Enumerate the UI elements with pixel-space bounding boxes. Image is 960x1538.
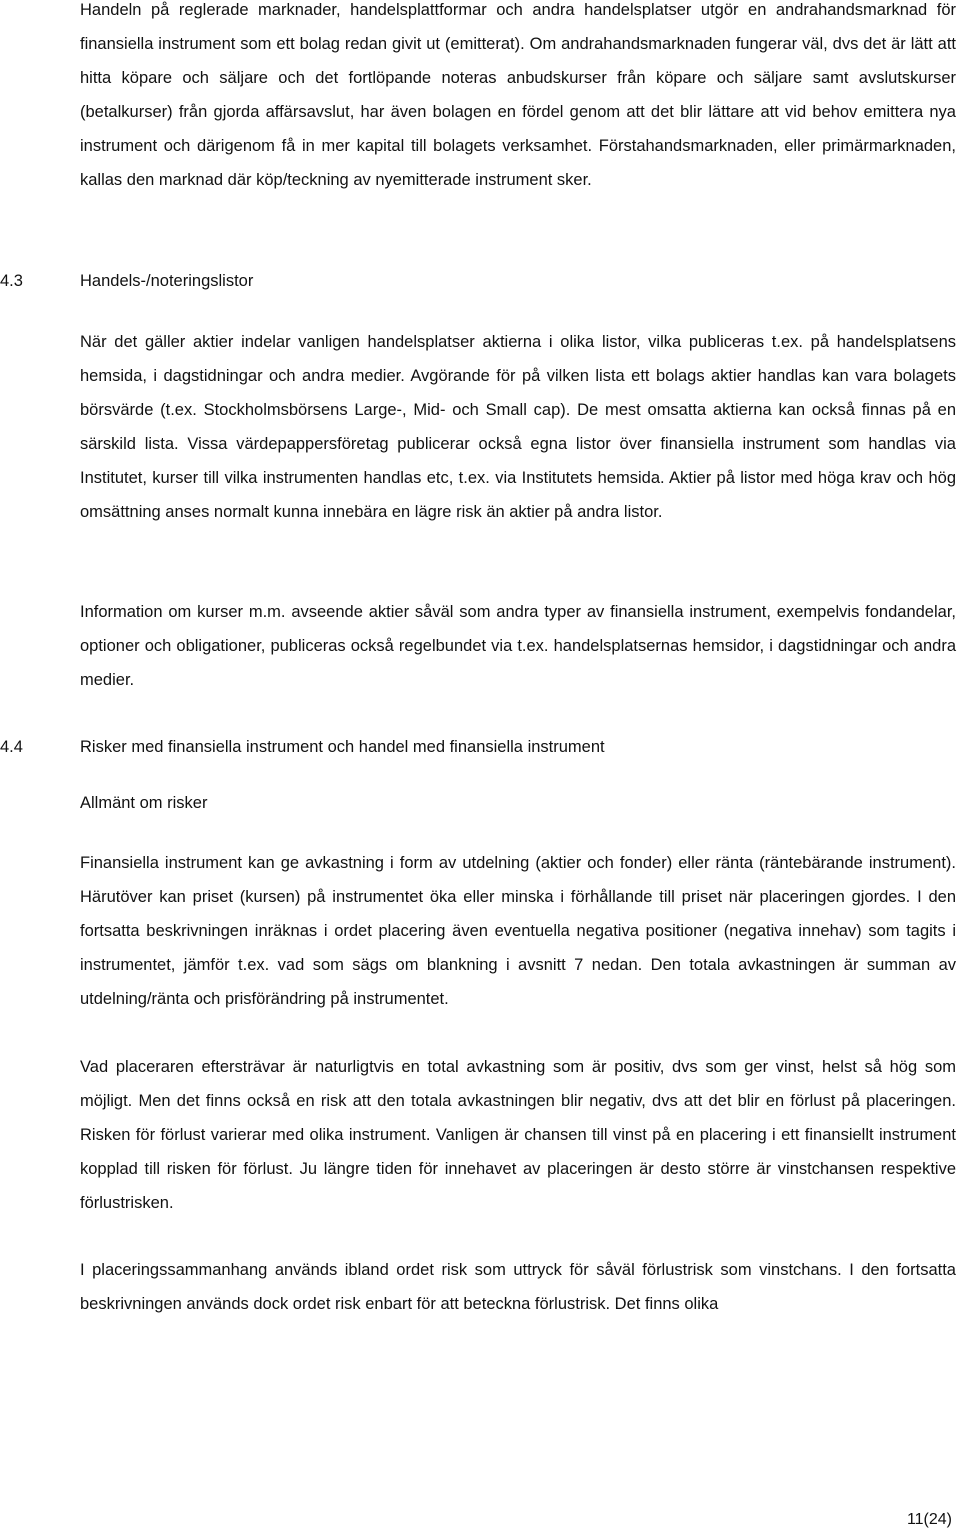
subheading-general-risks: Allmänt om risker xyxy=(80,794,208,812)
paragraph-trading-lists: När det gäller aktier indelar vanligen handelsplatser aktierna i olika listor, vilka publiceras t.ex. på handelsplatsens hemsida, i dagstidningar och andra medier. Avgörande för på vilken lista ett bolags aktier handlas kan vara bolagets börsvärde (t.ex. Stockholmsbörsens Large-, Mid- och Small cap). De mest omsatta aktierna kan också finnas på en särskild lista. Vissa värdepappersföretag publicerar också egna listor över finansiella instrument som handlas via Institutet, kurser till vilka instrumenten handlas etc, t.ex. via Institutets hemsida. Aktier på listor med höga krav och hög omsättning anses normalt kunna innebära en lägre risk än aktier på andra listor. xyxy=(80,333,956,521)
paragraph-total-return: Vad placeraren eftersträvar är naturligtvis en total avkastning som är positiv, dvs som ger vinst, helst så hög som möjligt. Men det finns också en risk att den totala avkastningen blir negativ, dvs att det blir en förlust på placeringen. Risken för förlust varierar med olika instrument. Vanligen är chansen till vinst på en placering i ett finansiellt instrument kopplad till risken för förlust. Ju längre tiden för innehavet av placeringen är desto större är vinstchansen respektive förlustrisken. xyxy=(80,1058,956,1212)
paragraph-returns: Finansiella instrument kan ge avkastning i form av utdelning (aktier och fonder) eller ränta (räntebärande instrument). Härutöver kan priset (kursen) på instrumentet öka eller minska i förhållande till priset när placeringen gjordes. I den fortsatta beskrivningen inräknas i ordet placering även eventuella negativa positioner (negativa innehav) som tagits i instrumentet, jämför t.ex. vad som sägs om blankning i avsnitt 7 nedan. Den totala avkastningen är summan av utdelning/ränta och prisförändring på instrumentet. xyxy=(80,854,956,1008)
section-number: 4.3 xyxy=(0,272,23,290)
paragraph-secondary-market: Handeln på reglerade marknader, handelsplattformar och andra handelsplatser utgör en andrahandsmarknad för finansiella instrument som ett bolag redan givit ut (emitterat). Om andrahandsmarknaden fungerar väl, dvs det är lätt att hitta köpare och säljare och det fortlöpande noteras anbudskurser från köpare och säljare samt avslutskurser (betalkurser) från gjorda affärsavslut, har även bolagen en fördel genom att det blir lättare att vid behov emittera nya instrument och därigenom få in mer kapital till bolagets verksamhet. Förstahandsmarknaden, eller primärmarknaden, kallas den marknad där köp/teckning av nyemitterade instrument sker. xyxy=(80,1,956,189)
section-heading-4-3 xyxy=(0,264,956,298)
section-title: Handels-/noteringslistor xyxy=(80,272,254,290)
paragraph-price-information: Information om kurser m.m. avseende aktier såväl som andra typer av finansiella instrument, exempelvis fondandelar, optioner och obligationer, publiceras också regelbundet via t.ex. handelsplatsernas hemsidor, i dagstidningar och andra medier. xyxy=(80,603,956,689)
section-title: Risker med finansiella instrument och handel med finansiella instrument xyxy=(80,738,605,756)
section-heading-4-4 xyxy=(0,730,956,764)
page-number: 11(24) xyxy=(906,1511,952,1528)
paragraph-risk-definition: I placeringssammanhang används ibland ordet risk som uttryck för såväl förlustrisk som vinstchans. I den fortsatta beskrivningen används dock ordet risk enbart för att beteckna förlustrisk. Det finns olika xyxy=(80,1261,956,1313)
section-number: 4.4 xyxy=(0,738,23,756)
